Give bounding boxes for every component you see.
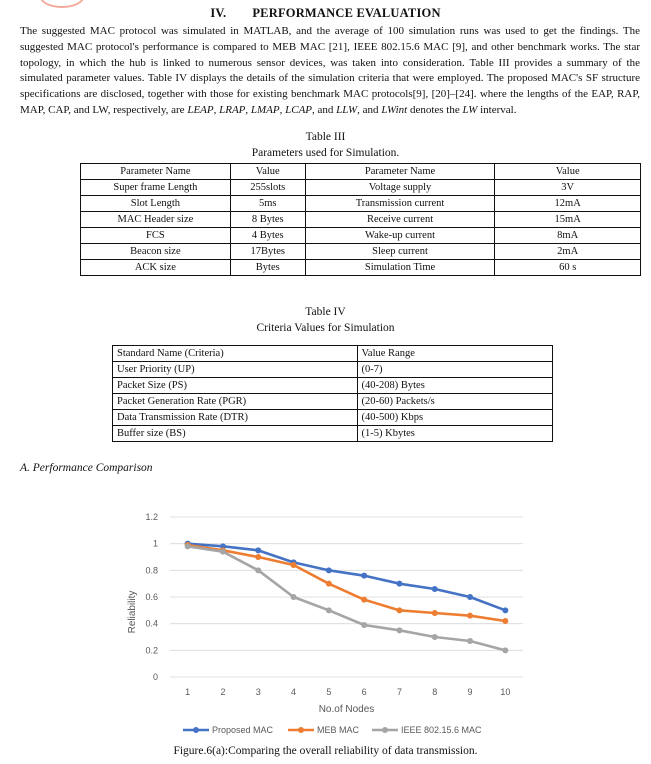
x-tick-label: 1 (185, 687, 191, 697)
t3-row (81, 196, 641, 212)
t4-cell: User Priority (UP) (113, 362, 358, 378)
y-tick-label: 0 (152, 672, 158, 682)
x-tick-label: 3 (255, 687, 261, 697)
data-point (361, 597, 367, 603)
t4-cell: (40-208) Bytes (357, 378, 552, 394)
t3-row (81, 228, 641, 244)
t4-cell: Buffer size (BS) (113, 426, 358, 442)
data-point (396, 627, 402, 633)
t3-cell: Beacon size (81, 244, 231, 260)
x-tick-label: 9 (467, 687, 473, 697)
data-point (467, 613, 473, 619)
y-axis-title: Reliability (127, 590, 138, 634)
t4-cell: Data Transmission Rate (DTR) (113, 410, 358, 426)
t3-cell: 60 s (495, 260, 641, 276)
t3-row (81, 244, 641, 260)
var-llw: LLW (336, 103, 358, 116)
data-point (396, 581, 402, 587)
t4-cell: (40-500) Kbps (357, 410, 552, 426)
t3-cell: ACK size (81, 260, 231, 276)
data-point (361, 573, 367, 579)
y-tick-label: 0.4 (145, 618, 158, 629)
t3-header-cell: Parameter Name (305, 164, 495, 180)
data-point (326, 607, 332, 613)
x-axis-title: No.of Nodes (318, 704, 375, 715)
t3-cell: Wake-up current (305, 228, 495, 244)
t4-row (113, 426, 553, 442)
legend-label: IEEE 802.15.6 MAC (401, 725, 482, 735)
data-point (502, 618, 508, 624)
t3-cell: Sleep current (305, 244, 495, 260)
t4-row (113, 410, 553, 426)
sep: , (279, 103, 286, 116)
table4-caption-number: Table IV (305, 306, 346, 318)
sep: , and (312, 103, 337, 116)
x-tick-label: 4 (291, 687, 297, 697)
t3-cell: Bytes (230, 260, 305, 276)
t3-cell: Slot Length (81, 196, 231, 212)
var-lmap: LMAP (250, 103, 280, 116)
t4-row (113, 378, 553, 394)
table3-caption-title: Parameters used for Simulation. (251, 147, 400, 159)
section-title: PERFORMANCE EVALUATION (252, 6, 441, 20)
table3-caption-number: Table III (305, 131, 346, 143)
reliability-line-chart (0, 505, 651, 743)
body-paragraph (20, 24, 640, 119)
t3-cell: Voltage supply (305, 180, 495, 196)
data-point (467, 638, 473, 644)
t3-cell: FCS (81, 228, 231, 244)
t3-cell: 255slots (230, 180, 305, 196)
t3-header-cell: Value (495, 164, 641, 180)
y-tick-label: 0.6 (145, 592, 158, 602)
data-point (502, 647, 508, 653)
var-lwint: LWint (381, 103, 408, 116)
data-point (361, 622, 367, 628)
data-point (185, 543, 191, 549)
table-iv (112, 345, 553, 442)
t3-row (81, 260, 641, 276)
t3-cell: 4 Bytes (230, 228, 305, 244)
t4-cell: Packet Generation Rate (PGR) (113, 394, 358, 410)
t3-cell: 2mA (495, 244, 641, 260)
data-point (432, 634, 438, 640)
sep: , (245, 103, 251, 116)
legend-marker (193, 727, 199, 733)
legend-label: Proposed MAC (212, 725, 274, 735)
var-lcap: LCAP (285, 103, 313, 116)
data-point (467, 594, 473, 600)
table4-caption-title: Criteria Values for Simulation (256, 322, 395, 334)
paragraph-text: interval. (477, 103, 517, 116)
section-number: IV. (210, 6, 227, 20)
legend-marker (382, 727, 388, 733)
legend-label: MEB MAC (317, 725, 360, 735)
y-tick-label: 1.2 (145, 512, 158, 522)
t4-cell: (0-7) (357, 362, 552, 378)
var-lrap: LRAP (219, 103, 246, 116)
t3-header-cell: Parameter Name (81, 164, 231, 180)
t4-row (113, 394, 553, 410)
figure-caption: Figure.6(a):Comparing the overall reliability of data transmission. (173, 745, 478, 757)
t3-cell: 3V (495, 180, 641, 196)
x-tick-label: 5 (326, 687, 332, 697)
t3-cell: MAC Header size (81, 212, 231, 228)
t3-cell: Super frame Length (81, 180, 231, 196)
x-tick-label: 2 (220, 687, 226, 697)
t3-header-cell: Value (230, 164, 305, 180)
t3-cell: 17Bytes (230, 244, 305, 260)
data-point (502, 607, 508, 613)
data-point (291, 594, 297, 600)
subsection-heading: A. Performance Comparison (20, 462, 153, 474)
data-point (432, 586, 438, 592)
y-tick-label: 1 (152, 538, 158, 549)
t4-header-cell: Value Range (357, 346, 552, 362)
data-point (220, 549, 226, 555)
series-line (188, 545, 506, 621)
t3-cell: 15mA (495, 212, 641, 228)
t4-cell: (1-5) Kbytes (357, 426, 552, 442)
data-point (291, 562, 297, 568)
series-line (188, 546, 506, 650)
var-leap: LEAP (187, 103, 214, 116)
x-tick-label: 6 (361, 687, 367, 697)
data-point (396, 607, 402, 613)
section-heading (0, 6, 651, 21)
table-iii (80, 163, 641, 276)
t3-row (81, 212, 641, 228)
data-point (326, 567, 332, 573)
x-tick-label: 10 (500, 687, 511, 697)
x-tick-label: 8 (432, 687, 438, 697)
paragraph-text: denotes the (407, 103, 463, 116)
sep: , (213, 103, 220, 116)
t4-cell: (20-60) Packets/s (357, 394, 552, 410)
paragraph-text: The suggested MAC protocol was simulated in MATLAB, and the average of 100 simulation runs was used to get the findings. The suggested MAC protocol's performance is compared to MEB MAC [21], IEEE 802.15.6 MAC [9], and other benchmark works. The star topology, in which the hub is linked to numerous sensor devices, was taken into consideration. Table III provides a summary of the simulated parameter values. Table IV displays the details of the simulation criteria that were employed. The proposed MAC's SF structure specifications are disclosed, together with those for existing benchmark MAC protocols[9], [20]–[24]. where the lengths of the EAP, RAP, MAP, CAP, and LW, respectively, are (20, 25, 640, 116)
legend-marker (298, 727, 304, 733)
t3-cell: 8 Bytes (230, 212, 305, 228)
data-point (432, 610, 438, 616)
t3-cell: Simulation Time (305, 260, 495, 276)
data-point (255, 554, 261, 560)
sep: , and (357, 103, 382, 116)
t3-cell: Receive current (305, 212, 495, 228)
data-point (326, 581, 332, 587)
var-lw: LW (462, 103, 478, 116)
t3-row (81, 180, 641, 196)
data-point (255, 547, 261, 553)
t4-row (113, 362, 553, 378)
t4-header-cell: Standard Name (Criteria) (113, 346, 358, 362)
t3-cell: 12mA (495, 196, 641, 212)
y-tick-label: 0.8 (145, 565, 158, 576)
t4-header-row (113, 346, 553, 362)
t3-header-row (81, 164, 641, 180)
data-point (255, 567, 261, 573)
y-tick-label: 0.2 (145, 645, 158, 656)
t3-cell: 5ms (230, 196, 305, 212)
x-tick-label: 7 (396, 687, 402, 697)
t4-cell: Packet Size (PS) (113, 378, 358, 394)
t3-cell: Transmission current (305, 196, 495, 212)
t3-cell: 8mA (495, 228, 641, 244)
